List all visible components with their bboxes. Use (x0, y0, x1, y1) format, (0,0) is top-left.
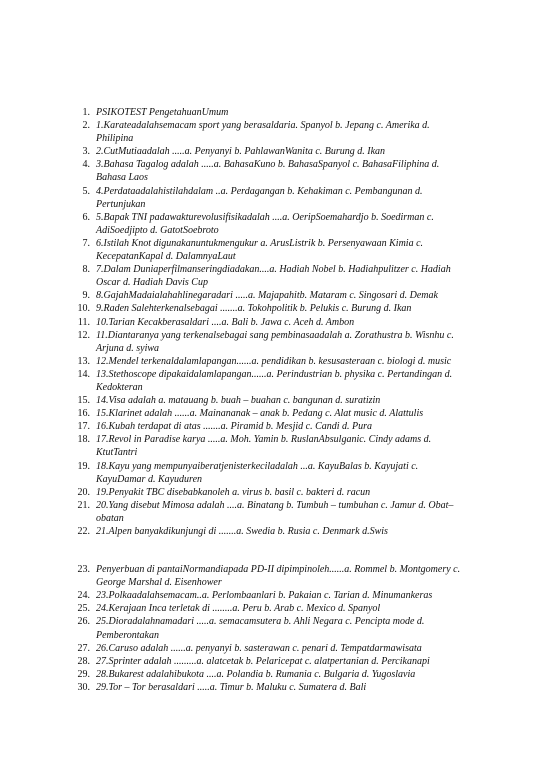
list-item-number: 19. (77, 460, 90, 472)
list-item-text: Penyerbuan di pantaiNormandiapada PD-II dipimpinoleh......a. Rommel b. Montgomery c. George Marshal d. Eisenhower (96, 564, 461, 589)
list-item-text: 14.Visa adalah a. matauang b. buah – buahan c. bangunan d. suratizin (96, 395, 381, 407)
section-gap (0, 538, 550, 563)
list-item-number: 13. (77, 355, 90, 367)
list-item-number: 12. (77, 329, 90, 341)
list-item-number: 16. (77, 408, 90, 420)
list-item-text: 2.CutMutiaadalah .....a. Penyanyi b. PahlawanWanita c. Burung d. Ikan (96, 146, 386, 158)
list-item-number: 9. (82, 290, 90, 302)
list-item-number: 6. (82, 211, 90, 223)
list-item-number: 25. (77, 603, 90, 615)
list-item-text: 15.Klarinet adalah ......a. Mainananak – anak b. Pedang c. Alat music d. Alattulis (96, 408, 424, 420)
list-item-number: 2. (82, 120, 90, 132)
list-item-text: 4.Perdataadalahistilahdalam ..a. Perdagangan b. Kehakiman c. Pembangunan d. Pertunjukan (96, 185, 423, 210)
list-item (0, 394, 550, 407)
list-item-number: 5. (82, 185, 90, 197)
list-item (0, 602, 550, 615)
list-item (0, 119, 550, 145)
list-item (0, 106, 550, 119)
list-item-text: 27.Sprinter adalah .........a. alatcetak b. Pelaricepat c. alatpertanian d. Percikanapi (96, 655, 430, 667)
list-item-number: 29. (77, 668, 90, 680)
list-item (0, 486, 550, 499)
list-item (0, 681, 550, 694)
list-item (0, 615, 550, 641)
list-item-number: 26. (77, 616, 90, 628)
list-item-number: 24. (77, 590, 90, 602)
list-item-number: 30. (77, 681, 90, 693)
list-item-text: 6.Istilah Knot digunakanuntukmengukur a. ArusListrik b. Persenyawaan Kimia c. KecepatanKapal d. DalamnyaLaut (96, 237, 424, 263)
list-item-number: 1. (82, 107, 90, 118)
list-item (0, 499, 550, 525)
list-item-text: 3.Bahasa Tagalog adalah .....a. BahasaKuno b. BahasaSpanyol c. BahasaFiliphina d. Bahasa Laos (96, 159, 440, 184)
list-item (0, 525, 550, 538)
list-item (0, 460, 550, 486)
list-item-text: 8.GajahMadaialahahlinegaradari .....a. Majapahitb. Mataram c. Singosari d. Demak (96, 290, 438, 302)
list-item-number: 18. (77, 434, 90, 446)
list-item-text: 21.Alpen banyakdikunjungi di .......a. Swedia b. Rusia c. Denmark d.Swis (96, 526, 388, 537)
list-item-text: 1.Karateadalahsemacam sport yang berasaldaria. Spanyol b. Jepang c. Amerika d. Philipina (96, 120, 430, 145)
list-item-text: 20.Yang disebut Mimosa adalah ....a. Binatang b. Tumbuh – tumbuhan c. Jamur d. Obat– obatan (96, 499, 454, 524)
list-item-text: 25.Dioradalahnamadari .....a. semacamsutera b. Ahli Negara c. Pencipta mode d. Pemberontakan (96, 616, 425, 641)
list-item-number: 23. (77, 564, 90, 576)
list-item-text: 29.Tor – Tor berasaldari .....a. Timur b. Maluku c. Sumatera d. Bali (96, 681, 367, 693)
list-item-number: 14. (77, 368, 90, 380)
list-item-text: 24.Kerajaan Inca terletak di ........a. Peru b. Arab c. Mexico d. Spanyol (96, 603, 381, 615)
list-item (0, 145, 550, 158)
list-item-text: 19.Penyakit TBC disebabkanoleh a. virus b. basil c. bakteri d. racun (96, 486, 371, 498)
list-item (0, 642, 550, 655)
question-list (0, 106, 550, 694)
list-item (0, 433, 550, 459)
list-item-number: 17. (77, 421, 90, 433)
list-item-number: 11. (77, 316, 90, 328)
list-item (0, 329, 550, 355)
list-item-text: 5.Bapak TNI padawakturevolusifisikadalah ....a. OeripSoemahardjo b. Soedirman c. AdiSoedjipto d. GatotSoebroto (96, 211, 434, 236)
list-item-number: 20. (77, 486, 90, 498)
list-item (0, 668, 550, 681)
list-item-text: PSIKOTEST PengetahuanUmum (96, 107, 229, 118)
list-item-number: 3. (82, 146, 90, 158)
list-item-number: 28. (77, 655, 90, 667)
list-item (0, 185, 550, 211)
list-item (0, 589, 550, 602)
list-item-number: 15. (77, 395, 90, 407)
list-item-text: 12.Mendel terkenaldalamlapangan......a. pendidikan b. kesusasteraan c. biologi d. music (96, 355, 452, 367)
list-item (0, 563, 550, 589)
list-item (0, 158, 550, 184)
list-item-number: 4. (82, 159, 90, 171)
list-item-text: 10.Tarian Kecakberasaldari ....a. Bali b. Jawa c. Aceh d. Ambon (96, 316, 355, 328)
list-item-text: 16.Kubah terdapat di atas .......a. Piramid b. Mesjid c. Candi d. Pura (96, 421, 373, 433)
list-item-text: 7.Dalam Duniaperfilmanseringdiadakan....a. Hadiah Nobel b. Hadiahpulitzer c. Hadiah Oscar d. Hadiah Davis Cup (96, 264, 451, 289)
list-item-number: 21. (77, 499, 90, 511)
list-item (0, 368, 550, 394)
list-item (0, 302, 550, 315)
list-item-text: 23.Polkaadalahsemacam..a. Perlombaanlari b. Pakaian c. Tarian d. Minumankeras (96, 590, 433, 602)
list-item-number: 10. (77, 303, 90, 315)
list-item-text: 26.Caruso adalah ......a. penyanyi b. sasterawan c. penari d. Tempatdarmawisata (96, 642, 422, 654)
list-item (0, 355, 550, 368)
list-item (0, 655, 550, 668)
list-item-number: 22. (77, 526, 90, 537)
list-item-number: 8. (82, 264, 90, 276)
list-item-text: 18.Kayu yang mempunyaiberatjenisterkeciladalah ...a. KayuBalas b. Kayujati c. KayuDamar d. Kayuduren (96, 460, 419, 485)
list-item (0, 407, 550, 420)
list-item (0, 211, 550, 237)
list-item-text: 11.Diantaranya yang terkenalsebagai sang pembinasaadalah a. Zorathustra b. Wisnhu c. Arjuna d. syiwa (96, 329, 454, 354)
list-item-text: 28.Bukarest adalahibukota ....a. Polandia b. Rumania c. Bulgaria d. Yugoslavia (96, 668, 416, 680)
list-item (0, 316, 550, 329)
list-item (0, 263, 550, 289)
list-item (0, 237, 550, 263)
list-item-text: 9.Raden Salehterkenalsebagai .......a. Tokohpolitik b. Pelukis c. Burung d. Ikan (96, 303, 412, 315)
list-item (0, 289, 550, 302)
list-item-number: 27. (77, 642, 90, 654)
list-item-text: 13.Stethoscope dipakaidalamlapangan......a. Perindustrian b. physika c. Pertandingan d. Kedokteran (96, 368, 453, 393)
list-item-number: 7. (82, 237, 90, 249)
list-item (0, 420, 550, 433)
list-item-text: 17.Revol in Paradise karya .....a. Moh. Yamin b. RuslanAbsulganic. Cindy adams d. KtutTantri (96, 434, 432, 459)
